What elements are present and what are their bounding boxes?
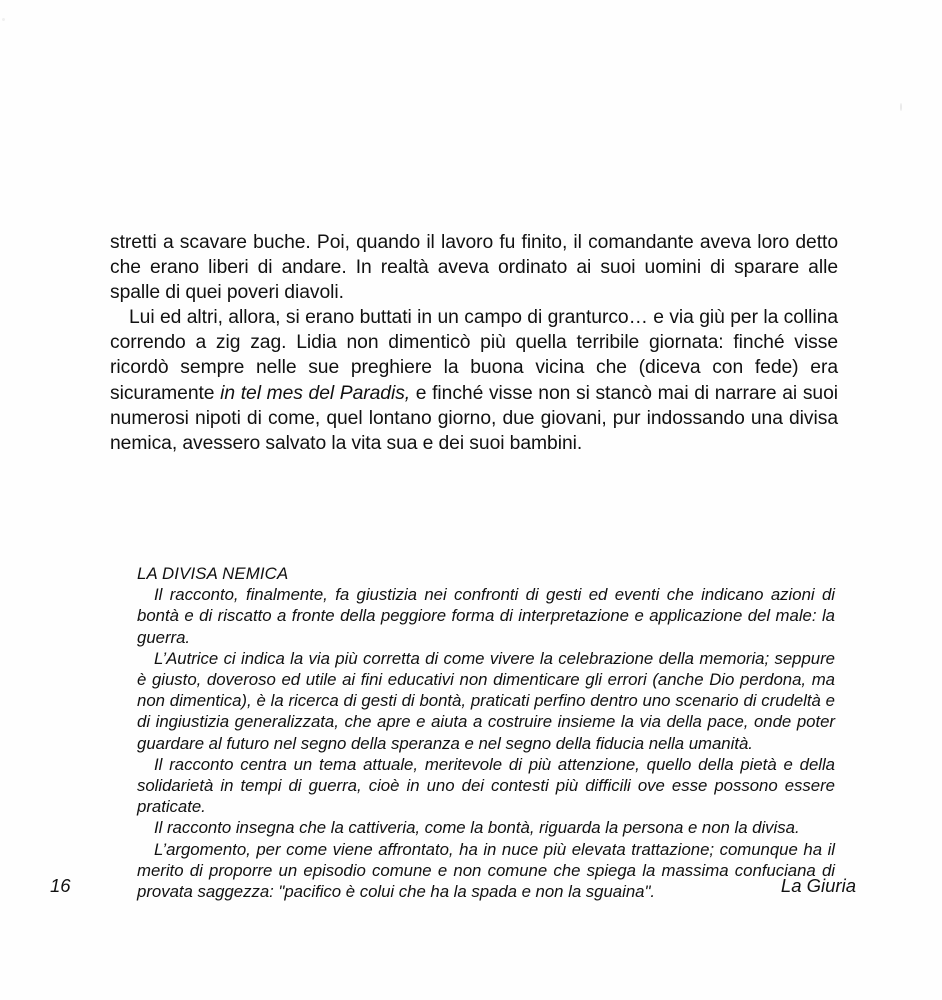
commentary-paragraph: L’argomento, per come viene affrontato, ha in nuce più elevata trattazione; comunque ha il merito di proporre un episodio comune e non comune che spiega la massima confuciana di provata saggezza: "pacifico è colui che ha la spada e non la sguaina".	[137, 839, 835, 902]
commentary-paragraph: Il racconto insegna che la cattiveria, come la bontà, riguarda la persona e non la divisa.	[154, 818, 800, 838]
narrative-body	[110, 230, 838, 456]
commentary-paragraph: Il racconto, finalmente, fa giustizia nei confronti di gesti ed eventi che indicano azioni di bontà e di riscatto a fronte della peggiore forma di interpretazione e applicazione del male: la guerra.	[137, 585, 835, 647]
commentary-heading: LA DIVISA NEMICA	[137, 564, 289, 583]
footer-attribution: La Giuria	[780, 875, 856, 896]
body-text-run: e finché visse non si stancò mai di narrare ai suoi numerosi nipoti di come, quel lontano giorno, due giovani, pur indossando una divisa nemica, avessero salvato la vita sua e dei suoi bambini.	[110, 382, 839, 454]
body-text-run: Lui ed altri, allora, si erano buttati in un campo di granturco… e via giù per la collina correndo a zig zag. Lidia non dimenticò più quella terribile giornata: finché visse ricordò sempre nelle sue preghiere la buona vicina che (diceva con fede) era sicuramente	[110, 307, 838, 404]
commentary-paragraph: L’Autrice ci indica la via più corretta di come vivere la celebrazione della memoria; seppure è giusto, doveroso ed utile ai fini educativi non dimenticare gli errori (anche Dio perdona, ma non dimentica), è la ricerca di gesti di bontà, praticati perfino dentro uno scenario di crudeltà e di ingiustizia generalizzata, che apre e aiuta a costruire insieme la via della pace, onde poter guardare al futuro nel segno della speranza e nel segno della fiducia nella umanità.	[137, 648, 835, 753]
body-paragraph: stretti a scavare buche. Poi, quando il lavoro fu finito, il comandante aveva loro detto che erano liberi di andare. In realtà aveva ordinato ai suoi uomini di sparare alle spalle di quei poveri diavoli.	[110, 232, 838, 304]
jury-commentary-block	[137, 563, 835, 902]
dialect-phrase-italic: in tel mes del Paradis,	[220, 382, 411, 404]
scan-artifact-speck	[2, 18, 5, 21]
scan-artifact-speck	[900, 103, 902, 111]
body-paragraph	[110, 305, 838, 456]
page-number: 16	[50, 875, 71, 896]
commentary-paragraph: Il racconto centra un tema attuale, meritevole di più attenzione, quello della pietà e della solidarietà in tempi di guerra, cioè in uno dei contesti più difficili ove esse possono essere praticate.	[137, 754, 835, 817]
